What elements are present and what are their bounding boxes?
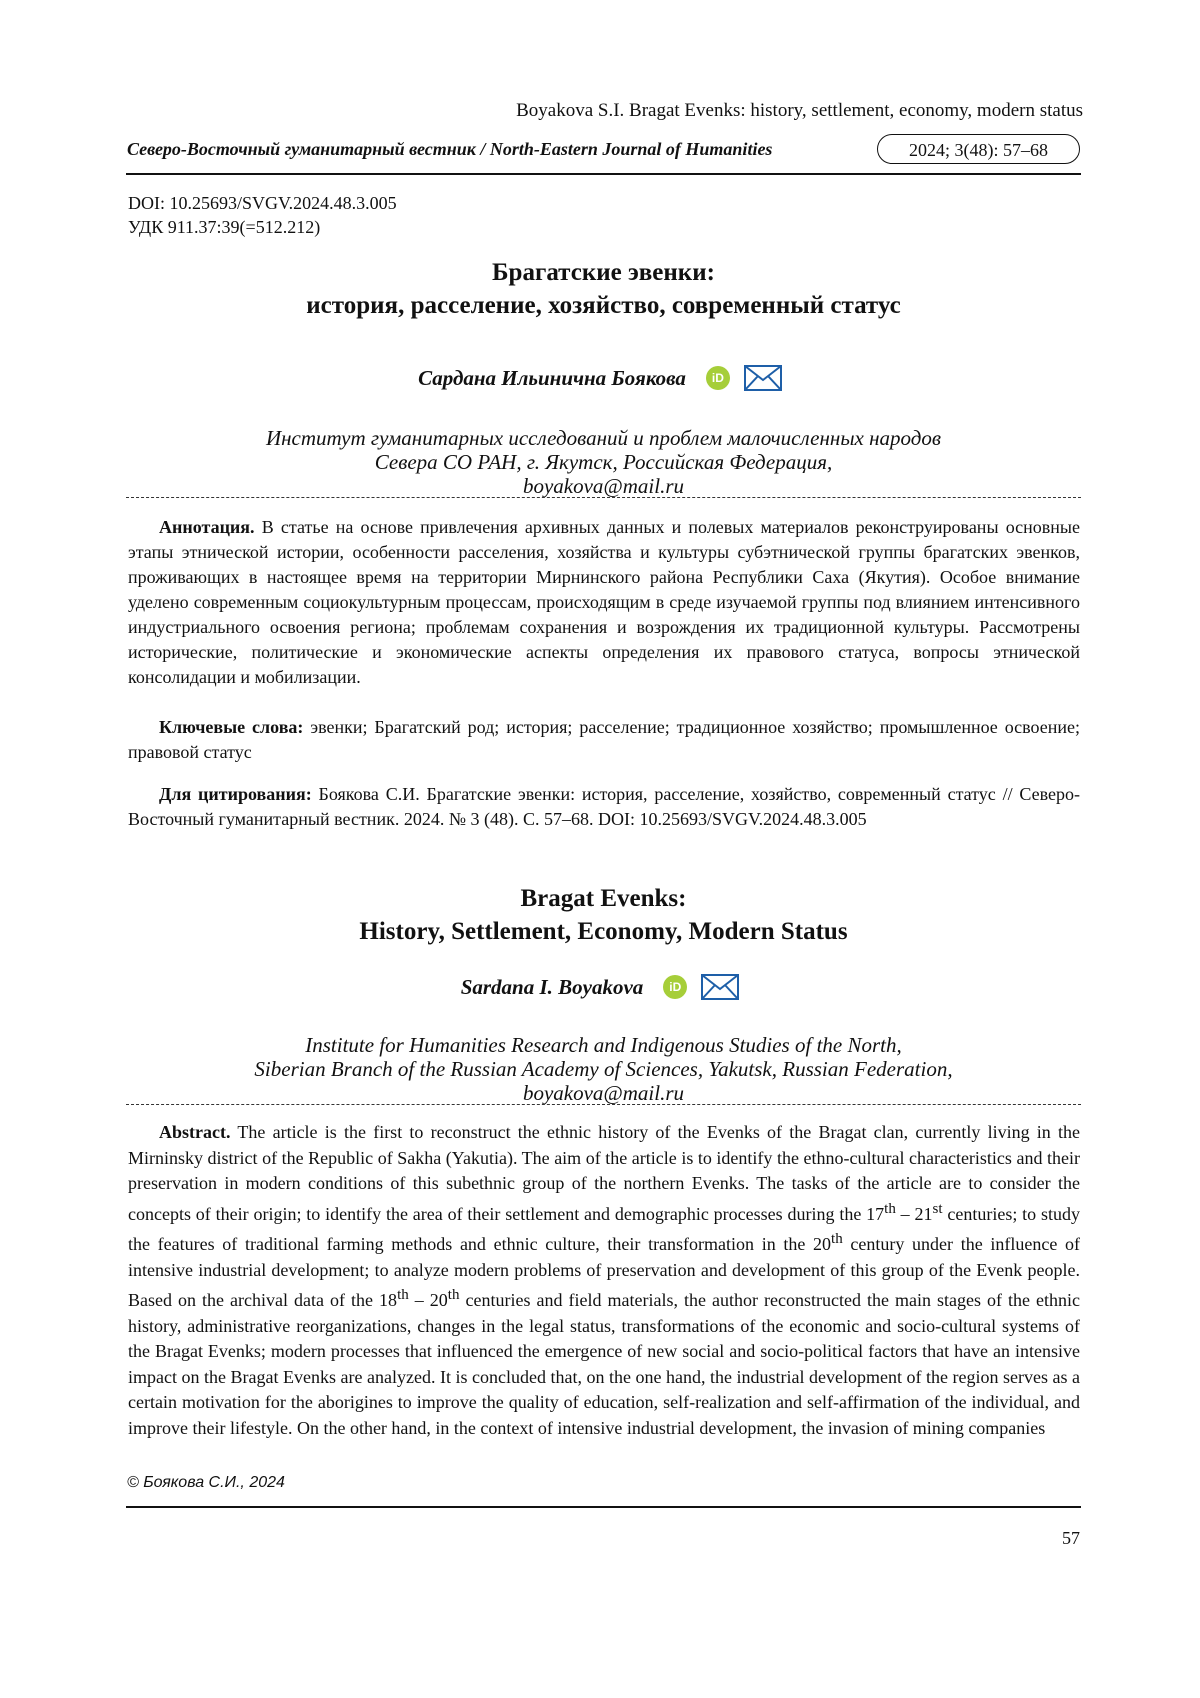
author-ru [0,365,1200,391]
affiliation-ru [126,426,1081,498]
citation-ru [128,782,1080,832]
issue-badge: 2024; 3(48): 57–68 [877,134,1080,164]
header-rule [126,173,1081,175]
doi: DOI: 10.25693/SVGV.2024.48.3.005 [128,193,397,213]
affiliation-en-line2: Siberian Branch of the Russian Academy of Sciences, Yakutsk, Russian Federation, [254,1057,953,1081]
orcid-icon[interactable]: iD [706,366,730,390]
mail-icon[interactable] [744,365,782,391]
dashed-separator-en [126,1104,1081,1105]
citation-ru-text: Боякова С.И. Брагатские эвенки: история, расселение, хозяйство, современный статус // Северо-Восточный гуманитарный вестник. 2024. № 3 (48). С. 57–68. DOI: 10.25693/SVGV.2024.48.3.005 [128,784,1080,829]
page-number: 57 [1062,1528,1080,1548]
abstract-en-label: Abstract. [159,1122,231,1142]
title-ru [126,256,1081,322]
affiliation-ru-email[interactable]: boyakova@mail.ru [522,474,685,498]
citation-ru-label: Для цитирования: [159,784,312,804]
abstract-en: Abstract. The article is the first to reconstruct the ethnic history of the Evenks of the Bragat clan, currently living in the Mirninsky district of the Republic of Sakha (Yakutia). The aim of the article is to identify the ethno-cultural characteristics and their preservation in modern conditions of this subethnic group of the northern Evenks. The tasks of the article are to consider the concepts of their origin; to identify the area of their settlement and demographic processes during the 17th – 21st centuries; to study the features of traditional farming methods and ethnic culture, their transformation in the 20th century under the influence of intensive industrial development; to analyze modern problems of preservation and development of this group of the Evenk people. Based on the archival data of the 18th – 20th centuries and field materials, the author reconstructed the main stages of the ethnic history, administrative reorganizations, changes in the legal status, transformations of the economic and socio-cultural systems of the Bragat Evenks; modern processes that influenced the emergence of new social and socio-political factors that have an intensive impact on the Bragat Evenks are analyzed. It is concluded that, on the one hand, the industrial development of the region serves as a certain motivation for the aborigines to improve the quality of education, self-realization and self-affirmation of the individual, and improve their lifestyle. On the other hand, in the context of intensive industrial development, the invasion of mining companies [128,1122,1081,1438]
abstract-ru-label: Аннотация. [159,517,255,537]
affiliation-ru-line2: Севера СО РАН, г. Якутск, Российская Федерация, [374,450,833,474]
keywords-ru-text: эвенки; Брагатский род; история; расселение; традиционное хозяйство; промышленное освоение; правовой статус [128,717,1080,762]
mail-icon[interactable] [701,974,739,1000]
title-ru-line1: Брагатские эвенки: [492,259,715,286]
abstract-ru-text: В статье на основе привлечения архивных данных и полевых материалов реконструированы основные этапы этнической истории, особенности расселения, хозяйства и культуры субэтнической группы брагатских эвенков, проживающих в настоящее время на территории Мирнинского района Республики Саха (Якутия). Особое внимание уделено современным социокультурным процессам, происходящим в среде изучаемой группы под влиянием интенсивного индустриального освоения региона; проблемам сохранения и возрождения их традиционной культуры. Рассмотрены исторические, политические и экономические аспекты определения их правового статуса, вопросы этнической консолидации и мобилизации. [128,517,1080,687]
running-head: Boyakova S.I. Bragat Evenks: history, settlement, economy, modern status [516,100,1083,121]
copyright: © Боякова С.И., 2024 [127,1474,285,1491]
affiliation-en [126,1033,1081,1105]
author-name-en: Sardana I. Boyakova [460,974,644,999]
footer-rule [126,1506,1081,1508]
journal-name: Северо-Восточный гуманитарный вестник / North-Eastern Journal of Humanities [127,139,773,159]
abstract-ru [128,515,1080,690]
orcid-icon[interactable]: iD [663,975,687,999]
dashed-separator-ru [126,497,1081,498]
affiliation-ru-line1: Институт гуманитарных исследований и проблем малочисленных народов [265,426,942,450]
keywords-ru-label: Ключевые слова: [159,717,304,737]
title-ru-line2: история, расселение, хозяйство, современный статус [306,292,901,319]
keywords-ru [128,715,1080,765]
affiliation-en-email[interactable]: boyakova@mail.ru [522,1081,685,1105]
author-name-ru: Сардана Ильинична Боякова [418,365,686,390]
title-en-line2: History, Settlement, Economy, Modern Status [359,918,848,945]
affiliation-en-line1: Institute for Humanities Research and Indigenous Studies of the North, [305,1033,902,1057]
title-en [126,882,1081,948]
udk: УДК 911.37:39(=512.212) [128,217,321,237]
title-en-line1: Bragat Evenks: [520,885,687,912]
author-en [0,974,1200,1000]
